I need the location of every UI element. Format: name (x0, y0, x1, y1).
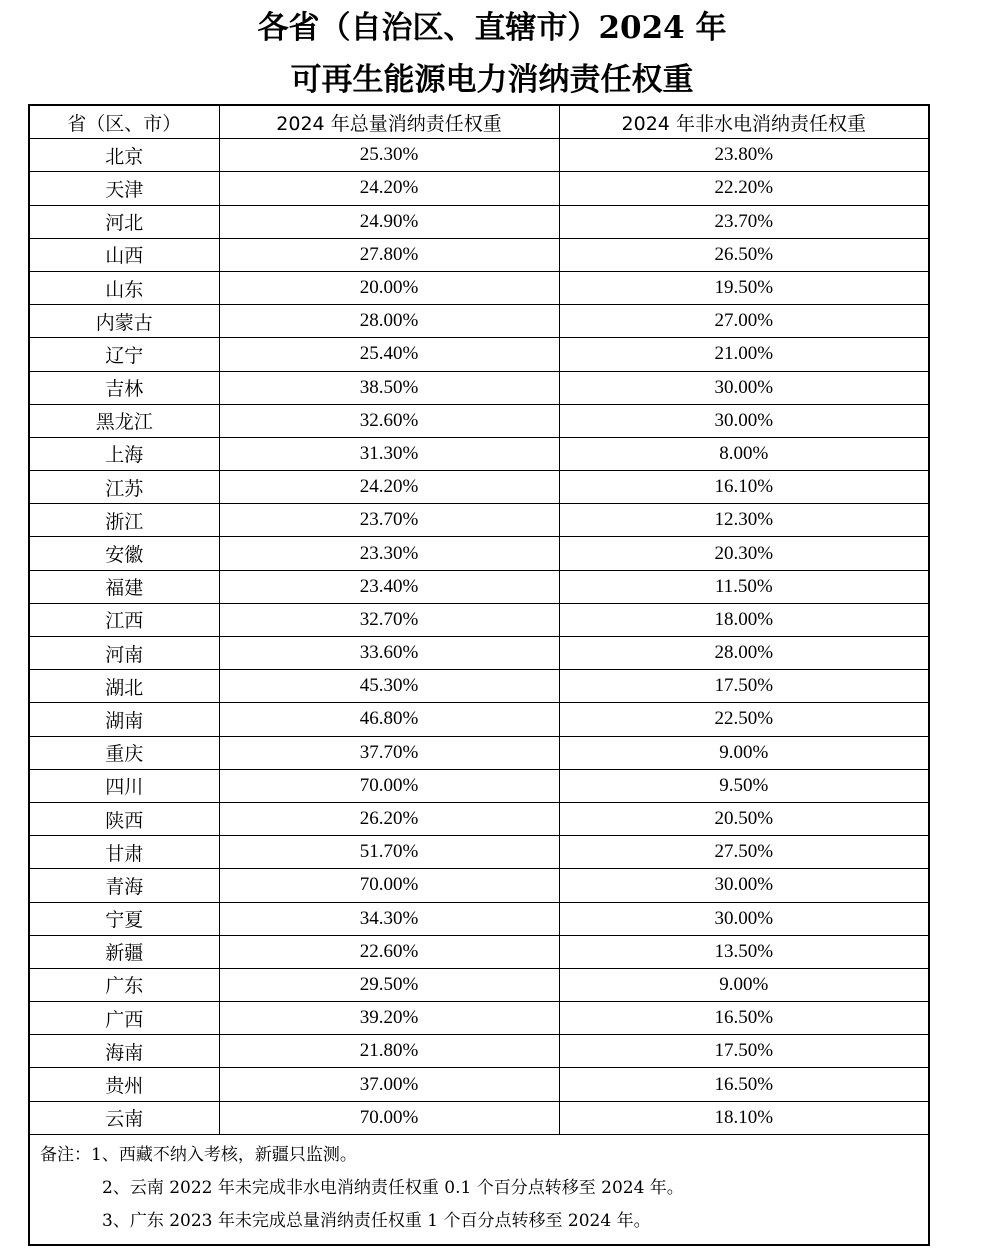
province-cell: 天津 (29, 172, 219, 205)
province-cell: 江苏 (29, 471, 219, 504)
header-total-quota: 2024 年总量消纳责任权重 (219, 105, 559, 139)
province-cell: 上海 (29, 437, 219, 470)
total-quota-cell: 29.50% (219, 968, 559, 1001)
province-cell: 山东 (29, 271, 219, 304)
table-row (29, 670, 929, 703)
province-cell: 河南 (29, 637, 219, 670)
province-cell: 福建 (29, 570, 219, 603)
non-hydro-quota-cell: 13.50% (559, 935, 929, 968)
table-row (29, 205, 929, 238)
province-cell: 广东 (29, 968, 219, 1001)
province-cell: 安徽 (29, 537, 219, 570)
province-cell: 宁夏 (29, 902, 219, 935)
total-quota-cell: 34.30% (219, 902, 559, 935)
total-quota-cell: 23.30% (219, 537, 559, 570)
non-hydro-quota-cell: 22.50% (559, 703, 929, 736)
table-row (29, 139, 929, 172)
table-body (29, 139, 929, 1135)
total-quota-cell: 21.80% (219, 1035, 559, 1068)
province-cell: 内蒙古 (29, 305, 219, 338)
total-quota-cell: 38.50% (219, 371, 559, 404)
total-quota-cell: 24.20% (219, 471, 559, 504)
non-hydro-quota-cell: 9.00% (559, 736, 929, 769)
table-row (29, 802, 929, 835)
table-row (29, 338, 929, 371)
total-quota-cell: 22.60% (219, 935, 559, 968)
non-hydro-quota-cell: 21.00% (559, 338, 929, 371)
province-cell: 云南 (29, 1101, 219, 1134)
total-quota-cell: 39.20% (219, 1002, 559, 1035)
table-row (29, 504, 929, 537)
total-quota-cell: 45.30% (219, 670, 559, 703)
non-hydro-quota-cell: 28.00% (559, 637, 929, 670)
total-quota-cell: 24.20% (219, 172, 559, 205)
table-row (29, 437, 929, 470)
total-quota-cell: 25.40% (219, 338, 559, 371)
note-1: 备注：1、西藏不纳入考核，新疆只监测。 (40, 1144, 357, 1165)
province-cell: 北京 (29, 139, 219, 172)
total-quota-cell: 37.00% (219, 1068, 559, 1101)
table-row (29, 703, 929, 736)
non-hydro-quota-cell: 12.30% (559, 504, 929, 537)
non-hydro-quota-cell: 30.00% (559, 404, 929, 437)
table-row (29, 769, 929, 802)
notes-cell (29, 1134, 929, 1245)
province-cell: 湖南 (29, 703, 219, 736)
total-quota-cell: 32.70% (219, 603, 559, 636)
table-row (29, 902, 929, 935)
table-row (29, 570, 929, 603)
total-quota-cell: 23.70% (219, 504, 559, 537)
total-quota-cell: 26.20% (219, 802, 559, 835)
total-quota-cell: 37.70% (219, 736, 559, 769)
non-hydro-quota-cell: 20.50% (559, 802, 929, 835)
table-row (29, 1068, 929, 1101)
table-row (29, 271, 929, 304)
table-row (29, 836, 929, 869)
non-hydro-quota-cell: 19.50% (559, 271, 929, 304)
table-row (29, 238, 929, 271)
non-hydro-quota-cell: 27.50% (559, 836, 929, 869)
province-cell: 浙江 (29, 504, 219, 537)
non-hydro-quota-cell: 18.00% (559, 603, 929, 636)
total-quota-cell: 23.40% (219, 570, 559, 603)
header-province: 省（区、市） (29, 105, 219, 139)
non-hydro-quota-cell: 11.50% (559, 570, 929, 603)
province-cell: 海南 (29, 1035, 219, 1068)
notes-row (29, 1134, 929, 1245)
table-row (29, 736, 929, 769)
table-row (29, 935, 929, 968)
page-title-line-1: 各省（自治区、直辖市）2024 年 (257, 10, 727, 46)
note-3: 3、广东 2023 年未完成总量消纳责任权重 1 个百分点转移至 2024 年。 (102, 1210, 651, 1231)
province-cell: 贵州 (29, 1068, 219, 1101)
non-hydro-quota-cell: 16.50% (559, 1068, 929, 1101)
table-row (29, 1101, 929, 1134)
table-row (29, 172, 929, 205)
table-row (29, 968, 929, 1001)
province-cell: 黑龙江 (29, 404, 219, 437)
non-hydro-quota-cell: 30.00% (559, 869, 929, 902)
header-non-hydro-quota: 2024 年非水电消纳责任权重 (559, 105, 929, 139)
table-row (29, 404, 929, 437)
total-quota-cell: 70.00% (219, 869, 559, 902)
non-hydro-quota-cell: 22.20% (559, 172, 929, 205)
table-row (29, 471, 929, 504)
non-hydro-quota-cell: 30.00% (559, 902, 929, 935)
total-quota-cell: 32.60% (219, 404, 559, 437)
non-hydro-quota-cell: 23.80% (559, 139, 929, 172)
province-cell: 河北 (29, 205, 219, 238)
province-cell: 广西 (29, 1002, 219, 1035)
non-hydro-quota-cell: 18.10% (559, 1101, 929, 1134)
total-quota-cell: 51.70% (219, 836, 559, 869)
province-cell: 新疆 (29, 935, 219, 968)
non-hydro-quota-cell: 8.00% (559, 437, 929, 470)
table-row (29, 637, 929, 670)
province-cell: 湖北 (29, 670, 219, 703)
table-row (29, 371, 929, 404)
non-hydro-quota-cell: 30.00% (559, 371, 929, 404)
total-quota-cell: 70.00% (219, 1101, 559, 1134)
table-row (29, 1002, 929, 1035)
non-hydro-quota-cell: 27.00% (559, 305, 929, 338)
non-hydro-quota-cell: 16.50% (559, 1002, 929, 1035)
total-quota-cell: 31.30% (219, 437, 559, 470)
table-header-row (29, 105, 929, 139)
province-cell: 青海 (29, 869, 219, 902)
non-hydro-quota-cell: 17.50% (559, 1035, 929, 1068)
table-row (29, 603, 929, 636)
non-hydro-quota-cell: 17.50% (559, 670, 929, 703)
total-quota-cell: 28.00% (219, 305, 559, 338)
total-quota-cell: 20.00% (219, 271, 559, 304)
total-quota-cell: 27.80% (219, 238, 559, 271)
table-row (29, 305, 929, 338)
province-cell: 甘肃 (29, 836, 219, 869)
total-quota-cell: 25.30% (219, 139, 559, 172)
non-hydro-quota-cell: 20.30% (559, 537, 929, 570)
table-row (29, 869, 929, 902)
province-cell: 重庆 (29, 736, 219, 769)
non-hydro-quota-cell: 16.10% (559, 471, 929, 504)
province-cell: 吉林 (29, 371, 219, 404)
note-2: 2、云南 2022 年未完成非水电消纳责任权重 0.1 个百分点转移至 2024 年。 (102, 1177, 684, 1198)
table-row (29, 537, 929, 570)
province-cell: 陕西 (29, 802, 219, 835)
province-cell: 山西 (29, 238, 219, 271)
quota-table (28, 104, 930, 1246)
table-row (29, 1035, 929, 1068)
non-hydro-quota-cell: 9.00% (559, 968, 929, 1001)
total-quota-cell: 70.00% (219, 769, 559, 802)
total-quota-cell: 33.60% (219, 637, 559, 670)
non-hydro-quota-cell: 23.70% (559, 205, 929, 238)
non-hydro-quota-cell: 26.50% (559, 238, 929, 271)
non-hydro-quota-cell: 9.50% (559, 769, 929, 802)
total-quota-cell: 24.90% (219, 205, 559, 238)
total-quota-cell: 46.80% (219, 703, 559, 736)
page-title-line-2: 可再生能源电力消纳责任权重 (290, 62, 694, 98)
province-cell: 江西 (29, 603, 219, 636)
province-cell: 辽宁 (29, 338, 219, 371)
province-cell: 四川 (29, 769, 219, 802)
